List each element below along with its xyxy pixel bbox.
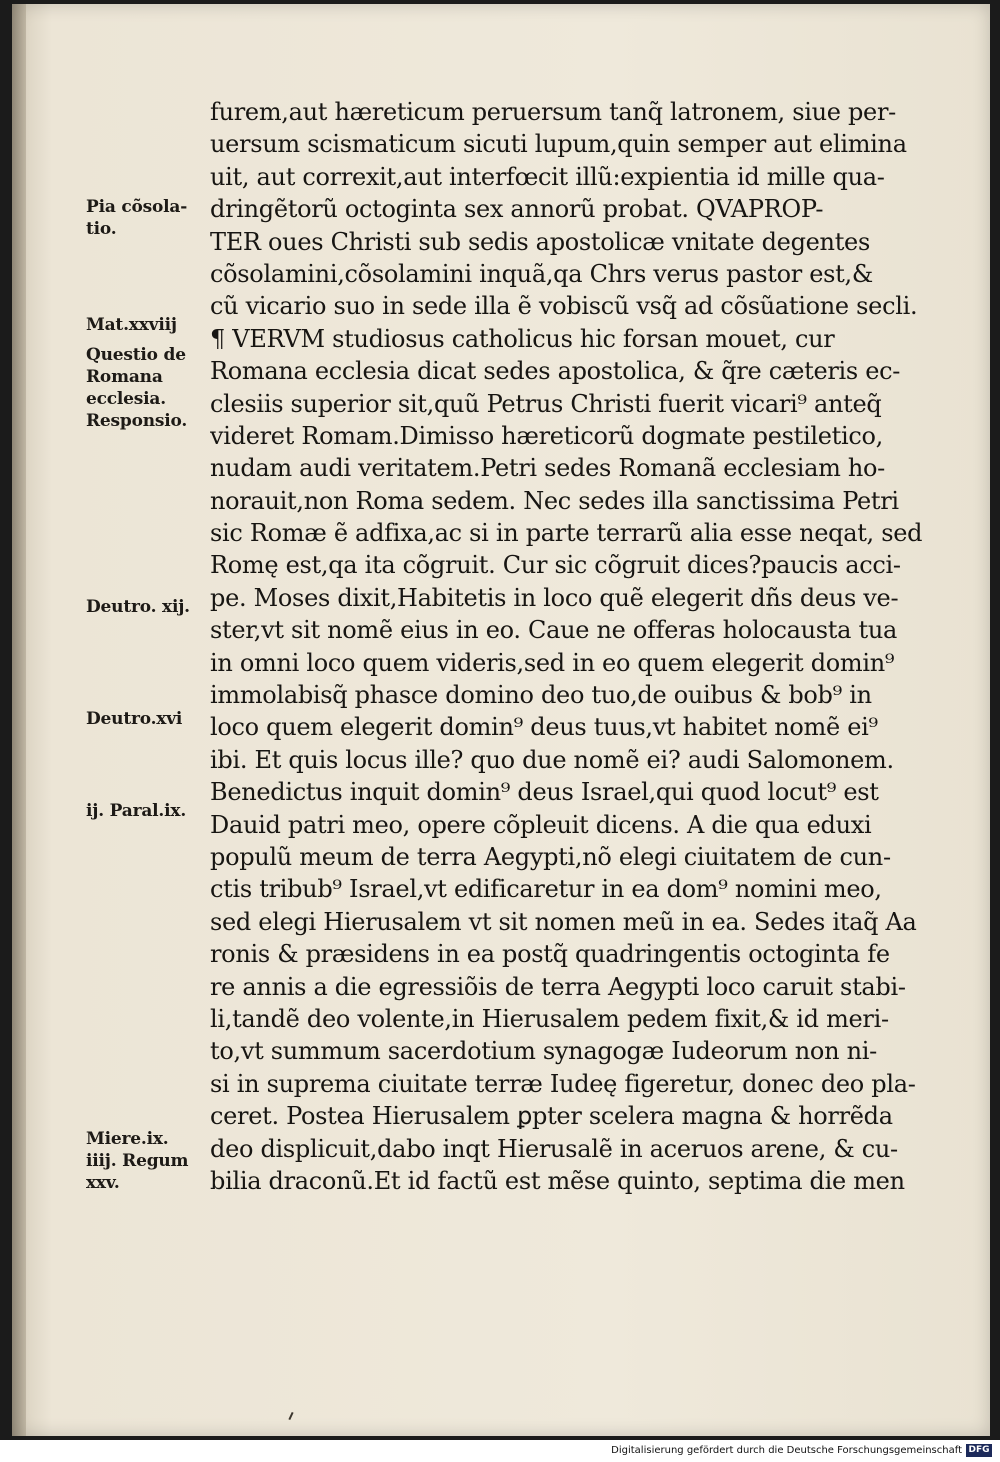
main-text-block bbox=[210, 96, 950, 1197]
text-line: TER oues Christi sub sedis apostolicæ vnitate degentes bbox=[210, 227, 870, 256]
marginal-note-miere-regum bbox=[86, 1128, 218, 1194]
marginal-note-line: ecclesia. bbox=[86, 389, 166, 409]
text-line: bilia draconũ.Et id factũ est mẽse quinto, septima die men bbox=[210, 1166, 905, 1195]
text-line: Romana ecclesia dicat sedes apostolica, & q̃re cæteris ec- bbox=[210, 357, 901, 386]
text-line: norauit,non Roma sedem. Nec sedes illa sanctissima Petri bbox=[210, 486, 899, 515]
text-line: ronis & præsidens in ea postq̃ quadringentis octoginta fe bbox=[210, 940, 890, 969]
text-line: ¶ VERVM studiosus catholicus hic forsan mouet, cur bbox=[210, 324, 835, 353]
marginal-note-deutro-xvi bbox=[86, 708, 218, 730]
text-line: ceret. Postea Hierusalem ꝑpter scelera magna & horrẽda bbox=[210, 1102, 893, 1131]
text-line: uit, aut correxit,aut interfœcit illũ:expientia id mille qua- bbox=[210, 162, 885, 191]
text-line: to,vt summum sacerdotium synagogæ Iudeorum non ni- bbox=[210, 1037, 877, 1066]
text-line: pe. Moses dixit,Habitetis in loco quẽ elegerit dñs deus ve- bbox=[210, 583, 899, 612]
text-line: sic Romæ ẽ adfixa,ac si in parte terrarũ alia esse neqat, sed bbox=[210, 519, 923, 548]
marginal-note-deutro-xii bbox=[86, 596, 218, 618]
text-line: re annis a die egressiõis de terra Aegypti loco caruit stabi- bbox=[210, 972, 906, 1001]
marginal-note-pia-consolatio bbox=[86, 196, 218, 240]
text-line: ibi. Et quis locus ille? quo due nomẽ ei? audi Salomonem. bbox=[210, 745, 894, 774]
text-line: uersum scismaticum sicuti lupum,quin semper aut elimina bbox=[210, 130, 907, 159]
marginal-note-line: Miere.ix. bbox=[86, 1129, 169, 1149]
marginal-note-line: Pia cõsola- bbox=[86, 197, 188, 217]
text-line: populũ meum de terra Aegypti,nõ elegi ciuitatem de cun- bbox=[210, 842, 891, 871]
text-line: ctis tribub⁹ Israel,vt edificaretur in ea dom⁹ nomini meo, bbox=[210, 875, 882, 904]
funding-credit: Digitalisierung gefördert durch die Deutsche Forschungsgemeinschaft bbox=[611, 1445, 962, 1456]
marginal-note-line: Mat.xxviij bbox=[86, 315, 177, 335]
text-line: in omni loco quem videris,sed in eo quem elegerit domin⁹ bbox=[210, 648, 895, 677]
text-line: Romę est,qa ita cõgruit. Cur sic cõgruit dices?paucis acci- bbox=[210, 551, 901, 580]
text-line: videret Romam.Dimisso hæreticorũ dogmate pestiletico, bbox=[210, 421, 883, 450]
text-line: immolabisq̃ phasce domino deo tuo,de ouibus & bob⁹ in bbox=[210, 681, 872, 710]
dfg-logo: DFG bbox=[966, 1444, 992, 1457]
marginal-note-mat-xxviii bbox=[86, 314, 218, 336]
marginal-note-line: Deutro.xvi bbox=[86, 709, 183, 729]
text-line: si in suprema ciuitate terræ Iudeę figeretur, donec deo pla- bbox=[210, 1069, 916, 1098]
marginal-note-ii-paral-ix bbox=[86, 800, 218, 822]
text-line: Dauid patri meo, opere cõpleuit dicens. A die qua eduxi bbox=[210, 810, 872, 839]
page-binding-edge bbox=[12, 4, 26, 1436]
marginal-note-line: xxv. bbox=[86, 1173, 120, 1193]
marginal-note-questio bbox=[86, 344, 218, 432]
marginal-note-line: tio. bbox=[86, 219, 117, 239]
text-line: nudam audi veritatem.Petri sedes Romanã ecclesiam ho- bbox=[210, 454, 885, 483]
marginal-note-line: Questio de bbox=[86, 345, 186, 365]
text-line: li,tandẽ deo volente,in Hierusalem pedem fixit,& id meri- bbox=[210, 1004, 889, 1033]
text-line: cũ vicario suo in sede illa ẽ vobiscũ vsq̃ ad cõsũatione secli. bbox=[210, 292, 918, 321]
text-line: Benedictus inquit domin⁹ deus Israel,qui quod locut⁹ est bbox=[210, 778, 879, 807]
text-line: deo displicuit,dabo inqt Hierusalẽ in aceruos arene, & cu- bbox=[210, 1134, 898, 1163]
text-line: sed elegi Hierusalem vt sit nomen meũ in ea. Sedes itaq̃ Aa bbox=[210, 907, 917, 936]
text-line: clesiis superior sit,quũ Petrus Christi fuerit vicari⁹ anteq̃ bbox=[210, 389, 882, 418]
text-line: cõsolamini,cõsolamini inquã,qa Chrs verus pastor est,& bbox=[210, 259, 873, 288]
footer-bar bbox=[0, 1440, 1000, 1462]
marginal-note-line: Deutro. xij. bbox=[86, 597, 190, 617]
text-line: loco quem elegerit domin⁹ deus tuus,vt habitet nomẽ ei⁹ bbox=[210, 713, 878, 742]
marginal-note-line: iiij. Regum bbox=[86, 1151, 189, 1171]
text-line: ster,vt sit nomẽ eius in eo. Caue ne offeras holocausta tua bbox=[210, 616, 897, 645]
marginal-note-line: ij. Paral.ix. bbox=[86, 801, 187, 821]
text-line: furem,aut hæreticum peruersum tanq̃ latronem, siue per- bbox=[210, 98, 896, 126]
text-line: dringẽtorũ octoginta sex annorũ probat. QVAPROP- bbox=[210, 195, 824, 224]
marginal-note-line: Responsio. bbox=[86, 411, 188, 431]
marginal-note-line: Romana bbox=[86, 367, 163, 387]
